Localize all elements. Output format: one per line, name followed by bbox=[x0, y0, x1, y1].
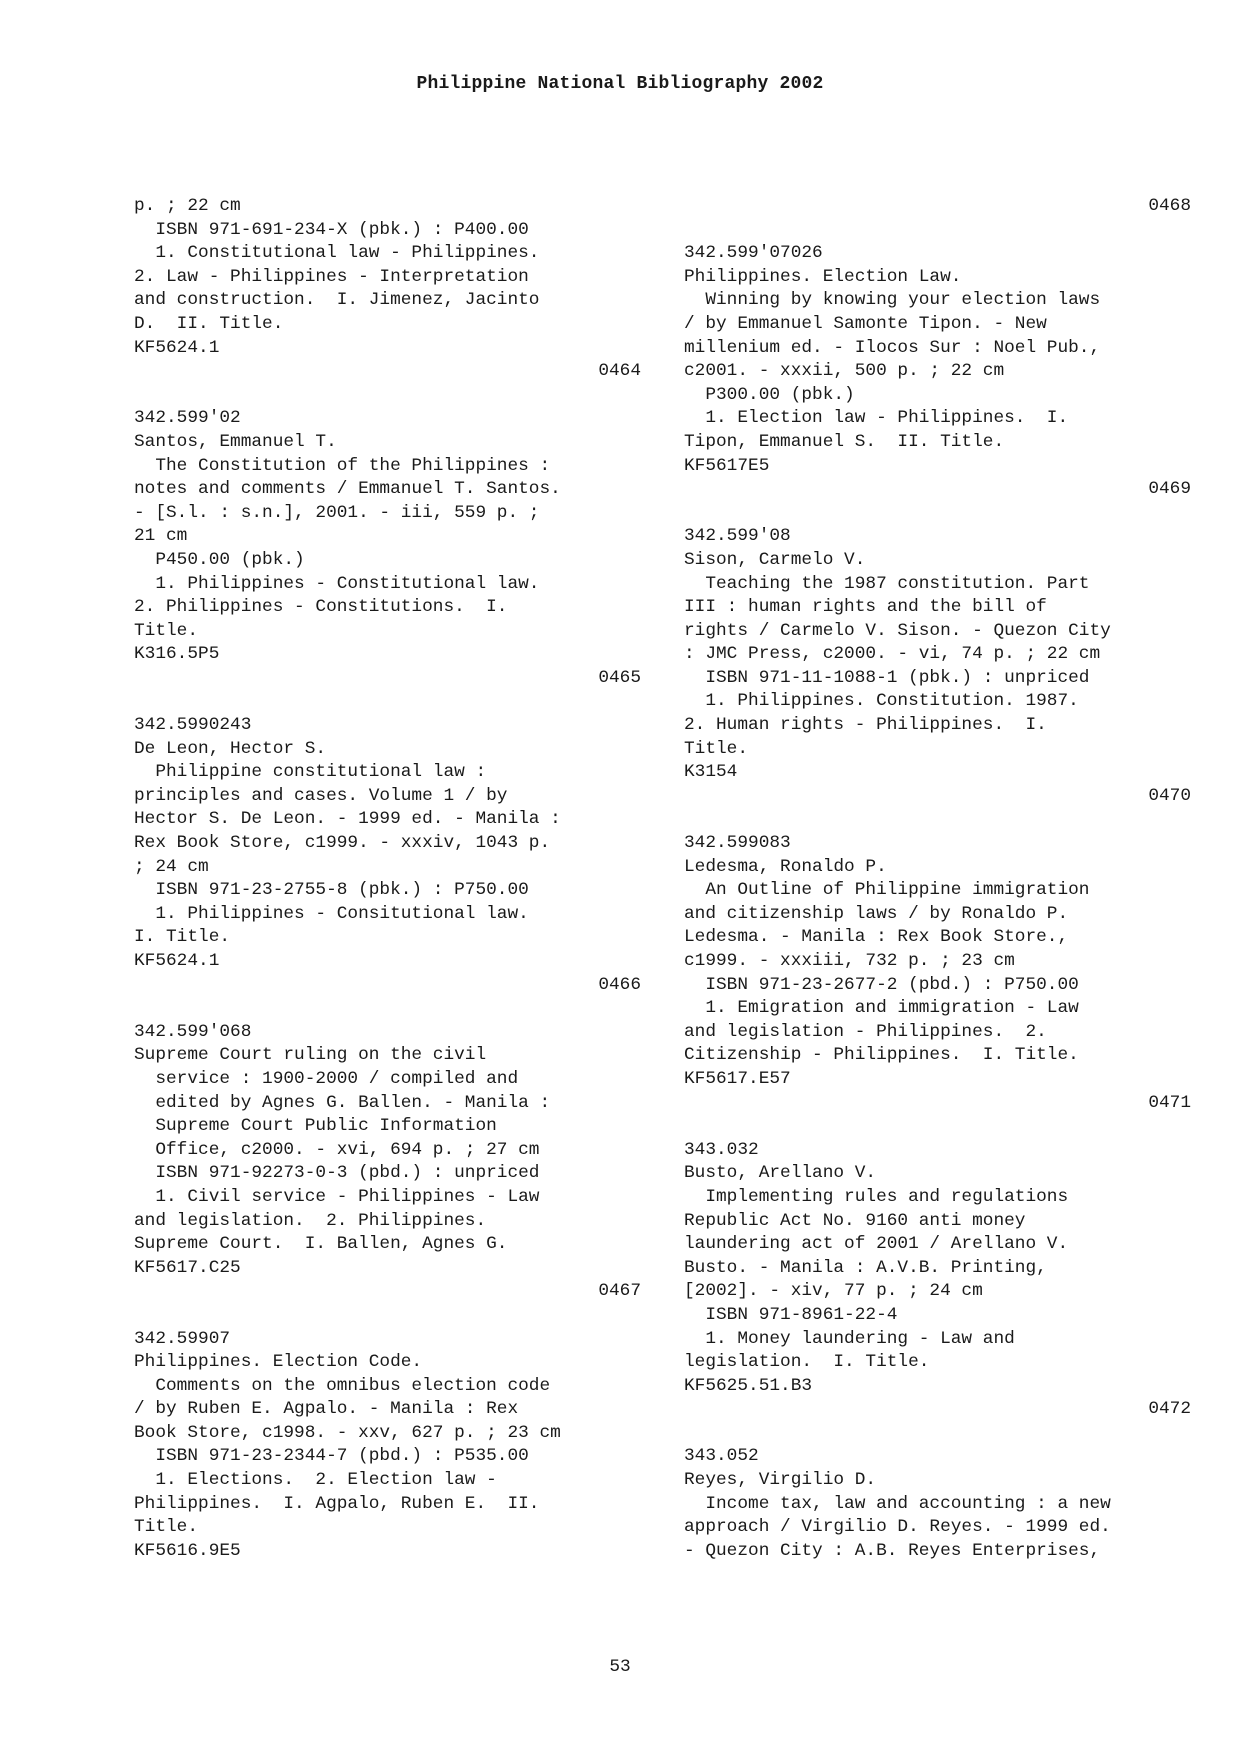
text-line: Rex Book Store, c1999. - xxxiv, 1043 p. bbox=[134, 833, 551, 854]
text-line: Busto, Arellano V. bbox=[684, 1163, 877, 1184]
text-line: Implementing rules and regulations bbox=[684, 1186, 1069, 1207]
text-line: Title. bbox=[134, 1517, 199, 1538]
right-column bbox=[684, 195, 1191, 1563]
text-line: [2002]. - xiv, 77 p. ; 24 cm bbox=[684, 1281, 983, 1302]
text-line: Sison, Carmelo V. bbox=[684, 549, 866, 570]
text-line: 1. Elections. 2. Election law - bbox=[134, 1470, 497, 1491]
call-number: KF5617E5 bbox=[684, 455, 770, 476]
text-line: rights / Carmelo V. Sison. - Quezon City bbox=[684, 620, 1111, 641]
call-number: KF5616.9E5 bbox=[134, 1540, 241, 1561]
blank-line bbox=[684, 1115, 1191, 1139]
entry-number: 0471 bbox=[1148, 1092, 1191, 1113]
text-line: Citizenship - Philippines. I. Title. bbox=[684, 1045, 1079, 1066]
text-line: legislation. I. Title. bbox=[684, 1352, 930, 1373]
page-title: Philippine National Bibliography 2002 bbox=[416, 74, 824, 94]
classification-number: 342.59907 bbox=[134, 1328, 231, 1349]
text-line: Supreme Court. I. Ballen, Agnes G. bbox=[134, 1234, 508, 1255]
entry-number: 0469 bbox=[1148, 479, 1191, 500]
classification-number: 343.052 bbox=[684, 1446, 759, 1467]
classification-number: 343.032 bbox=[684, 1139, 759, 1160]
text-line: Santos, Emmanuel T. bbox=[134, 431, 337, 452]
text-line: edited by Agnes G. Ballen. - Manila : bbox=[134, 1092, 551, 1113]
call-number: K316.5P5 bbox=[134, 644, 220, 665]
text-line: Ledesma. - Manila : Rex Book Store., bbox=[684, 927, 1069, 948]
text-line: : JMC Press, c2000. - vi, 74 p. ; 22 cm bbox=[684, 644, 1101, 665]
text-line: Philippines. Election Code. bbox=[134, 1352, 423, 1373]
entry-number: 0468 bbox=[1148, 196, 1191, 216]
blank-line bbox=[134, 384, 641, 408]
text-line: The Constitution of the Philippines : bbox=[134, 455, 551, 476]
text-line: approach / Virgilio D. Reyes. - 1999 ed. bbox=[684, 1517, 1111, 1538]
text-line: / by Emmanuel Samonte Tipon. - New bbox=[684, 313, 1047, 334]
text-line: Philippines. Election Law. bbox=[684, 266, 962, 287]
blank-line bbox=[134, 690, 641, 714]
text-line: 1. Election law - Philippines. I. bbox=[684, 408, 1069, 429]
classification-number: 342.599'08 bbox=[684, 526, 791, 547]
text-line: 1. Philippines - Consitutional law. bbox=[134, 903, 529, 924]
text-line: ISBN 971-92273-0-3 (pbd.) : unpriced bbox=[134, 1163, 540, 1184]
blank-line bbox=[134, 1304, 641, 1328]
text-line: Title. bbox=[134, 620, 199, 641]
text-line: Supreme Court ruling on the civil bbox=[134, 1045, 487, 1066]
text-line: 1. Philippines. Constitution. 1987. bbox=[684, 691, 1079, 712]
text-line: 21 cm bbox=[134, 526, 188, 547]
text-line: Reyes, Virgilio D. bbox=[684, 1470, 877, 1491]
text-line: ; 24 cm bbox=[134, 856, 209, 877]
text-line: c2001. - xxxii, 500 p. ; 22 cm bbox=[684, 361, 1005, 382]
text-line: Income tax, law and accounting : a new bbox=[684, 1493, 1111, 1514]
entry-number: 0467 bbox=[598, 1281, 641, 1302]
blank-line bbox=[684, 502, 1191, 526]
text-line: millenium ed. - Ilocos Sur : Noel Pub., bbox=[684, 337, 1101, 358]
text-line: 1. Money laundering - Law and bbox=[684, 1328, 1015, 1349]
text-line: 2. Law - Philippines - Interpretation bbox=[134, 266, 529, 287]
blank-line bbox=[134, 997, 641, 1021]
classification-number: 342.599'02 bbox=[134, 408, 241, 429]
text-line: Republic Act No. 9160 anti money bbox=[684, 1210, 1026, 1231]
text-line: laundering act of 2001 / Arellano V. bbox=[684, 1234, 1069, 1255]
text-line: ISBN 971-23-2677-2 (pbd.) : P750.00 bbox=[684, 974, 1079, 995]
text-line: Office, c2000. - xvi, 694 p. ; 27 cm bbox=[134, 1139, 540, 1160]
text-line: 1. Philippines - Constitutional law. bbox=[134, 573, 540, 594]
blank-line bbox=[684, 219, 1191, 243]
text-line: and legislation. 2. Philippines. bbox=[134, 1210, 487, 1231]
text-line: and legislation - Philippines. 2. bbox=[684, 1021, 1047, 1042]
text-line: ISBN 971-691-234-X (pbk.) : P400.00 bbox=[134, 219, 529, 240]
text-line: - Quezon City : A.B. Reyes Enterprises, bbox=[684, 1540, 1101, 1561]
text-line: P450.00 (pbk.) bbox=[134, 549, 305, 570]
classification-number: 342.599'068 bbox=[134, 1021, 252, 1042]
text-line: 2. Philippines - Constitutions. I. bbox=[134, 597, 508, 618]
text-line: 1. Emigration and immigration - Law bbox=[684, 998, 1079, 1019]
call-number: KF5625.51.B3 bbox=[684, 1375, 813, 1396]
blank-line bbox=[684, 1422, 1191, 1446]
text-line: ISBN 971-23-2755-8 (pbk.) : P750.00 bbox=[134, 880, 529, 901]
call-number: KF5624.1 bbox=[134, 951, 220, 971]
call-number: KF5617.C25 bbox=[134, 1257, 241, 1278]
text-line: and construction. I. Jimenez, Jacinto bbox=[134, 290, 540, 311]
text-line: Supreme Court Public Information bbox=[134, 1116, 497, 1137]
text-line: c1999. - xxxiii, 732 p. ; 23 cm bbox=[684, 951, 1015, 971]
text-line: An Outline of Philippine immigration bbox=[684, 880, 1090, 901]
text-line: Book Store, c1998. - xxv, 627 p. ; 23 cm bbox=[134, 1422, 561, 1443]
entry-number: 0472 bbox=[1148, 1399, 1191, 1420]
blank-line bbox=[684, 808, 1191, 832]
text-line: I. Title. bbox=[134, 927, 231, 948]
text-line: ISBN 971-23-2344-7 (pbd.) : P535.00 bbox=[134, 1446, 529, 1467]
classification-number: 342.599'07026 bbox=[684, 243, 823, 264]
call-number: K3154 bbox=[684, 762, 738, 783]
text-line: and citizenship laws / by Ronaldo P. bbox=[684, 903, 1069, 924]
text-line: Comments on the omnibus election code bbox=[134, 1375, 551, 1396]
text-line: 1. Constitutional law - Philippines. bbox=[134, 243, 540, 264]
text-line: P300.00 (pbk.) bbox=[684, 384, 855, 405]
text-line: ISBN 971-8961-22-4 bbox=[684, 1304, 898, 1325]
text-line: service : 1900-2000 / compiled and bbox=[134, 1068, 519, 1089]
page-number: 53 bbox=[609, 1657, 631, 1677]
text-line: Winning by knowing your election laws bbox=[684, 290, 1101, 311]
text-line: Philippines. I. Agpalo, Ruben E. II. bbox=[134, 1493, 540, 1514]
text-line: principles and cases. Volume 1 / by bbox=[134, 785, 508, 806]
text-line: - [S.l. : s.n.], 2001. - iii, 559 p. ; bbox=[134, 502, 540, 523]
text-line: Teaching the 1987 constitution. Part bbox=[684, 573, 1090, 594]
call-number: KF5624.1 bbox=[134, 337, 220, 358]
text-line: D. II. Title. bbox=[134, 313, 284, 334]
text-line: Hector S. De Leon. - 1999 ed. - Manila : bbox=[134, 809, 561, 830]
text-line: Ledesma, Ronaldo P. bbox=[684, 856, 887, 877]
entry-number: 0466 bbox=[598, 974, 641, 995]
entry-number: 0464 bbox=[598, 361, 641, 382]
classification-number: 342.5990243 bbox=[134, 715, 252, 736]
text-line: Busto. - Manila : A.V.B. Printing, bbox=[684, 1257, 1047, 1278]
classification-number: 342.599083 bbox=[684, 833, 791, 854]
text-line: Tipon, Emmanuel S. II. Title. bbox=[684, 431, 1005, 452]
text-line: De Leon, Hector S. bbox=[134, 738, 327, 759]
text-line: 2. Human rights - Philippines. I. bbox=[684, 715, 1047, 736]
call-number: KF5617.E57 bbox=[684, 1068, 791, 1089]
text-line: notes and comments / Emmanuel T. Santos. bbox=[134, 479, 561, 500]
left-column bbox=[134, 195, 641, 1563]
text-line: p. ; 22 cm bbox=[134, 196, 241, 216]
entry-number: 0465 bbox=[598, 667, 641, 688]
text-line: ISBN 971-11-1088-1 (pbk.) : unpriced bbox=[684, 667, 1090, 688]
entry-number: 0470 bbox=[1148, 785, 1191, 806]
text-line: Title. bbox=[684, 738, 749, 759]
text-line: Philippine constitutional law : bbox=[134, 762, 487, 783]
text-line: III : human rights and the bill of bbox=[684, 597, 1047, 618]
text-line: / by Ruben E. Agpalo. - Manila : Rex bbox=[134, 1399, 519, 1420]
text-line: 1. Civil service - Philippines - Law bbox=[134, 1186, 540, 1207]
